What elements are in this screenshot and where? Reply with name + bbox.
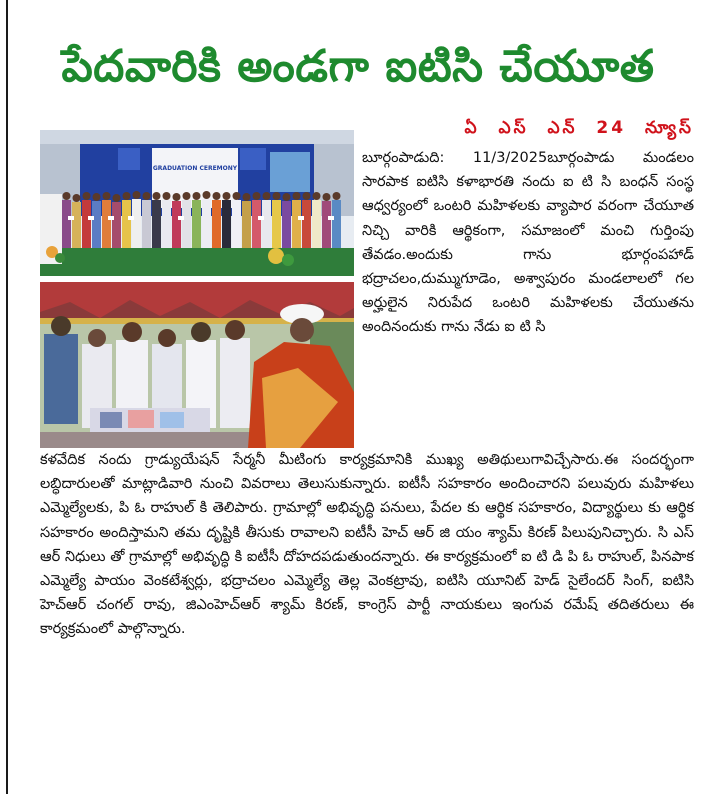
banner-title: GRADUATION CEREMONY <box>152 165 238 172</box>
byline: ఏ ఎస్ ఎన్ 24 న్యూస్ <box>464 118 694 138</box>
article-paragraph: బూర్గంపాడుది: 11/3/2025బూర్గంపాడు మండలం సారపాక ఐటిసి కళాభారతి నందు ఐ టి సి బంధన్ సంస్థ ఆధ్వర్యంలో ఒంటరి మహిళలకు వ్యాపార వరంగా చేయూత నిచ్చి వారికి ఆర్థికంగా, సమాజంలో మంచి గుర్తింపు తేవడం.అందుకు గాను భూర్గంపహాడ్ భద్రాచలం,దుమ్ముగూడెం, అశ్వాపురం మండలాలలో గల అర్హులైన నిరుపేద ఒంటరి మహిళలకు చేయుతను అందినందుకు గాను నేడు ఐ టి సి <box>362 150 694 336</box>
distribution-photo <box>40 282 354 448</box>
graduation-ceremony-photo <box>40 130 354 276</box>
article-body-continued <box>40 448 694 642</box>
page-border <box>6 0 8 794</box>
headline: పేదవారికి అండగా ఐటిసి చేయూత <box>61 41 655 92</box>
article-body-column <box>362 146 694 340</box>
article-paragraph: కళవేదిక నందు గ్రాడ్యుయేషన్ సేర్మనీ మీటింగు కార్యక్రమానికి ముఖ్య అతిథులుగావిచ్చేసారు.ఈ సందర్భంగా లబ్ధిదారులతో మాట్లాడివారి నుంచి వివరాలు తెలుసుకున్నారు. ఐటీసీ సహకారం అందించారని పలువురు మహిళలు ఎమ్మెల్యేలకు, పి ఓ రాహుల్ కి తెలిపారు. గ్రామాల్లో అభివృద్ధి పనులు, పేదల కు ఆర్థిక సహకారం, విద్యార్థులు కు ఆర్థిక సహకారం అందిస్తామని తమ దృష్టికి తీసుకు రావాలని ఐటీసీ హెచ్ ఆర్ జి యం శ్యామ్ కిరణ్ పిలుపునిచ్చారు. సి ఎస్ ఆర్ నిధులు తో గ్రామాల్లో అభివృద్ధి కి ఐటీసీ దోహదపడుతుందన్నారు. ఈ కార్యక్రమంలో ఐ టి డి పి ఓ రాహుల్, పినపాక ఎమ్మెల్యే పాయం వెంకటేశ్వర్లు, భద్రాచలం ఎమ్మెల్యే తెల్ల వెంకట్రావు, ఐటిసి యూనిట్ హెడ్ సైలేందర్ సింగ్, ఐటిసి హెచ్ఆర్ చంగల్ రావు, జిఎంహెచ్ఆర్ శ్యామ్ కిరణ్, కాంగ్రెస్ పార్టీ నాయకులు ఇంగువ రమేష్ తదితరులు ఈ కార్యక్రమంలో పాల్గొన్నారు. <box>40 452 694 638</box>
